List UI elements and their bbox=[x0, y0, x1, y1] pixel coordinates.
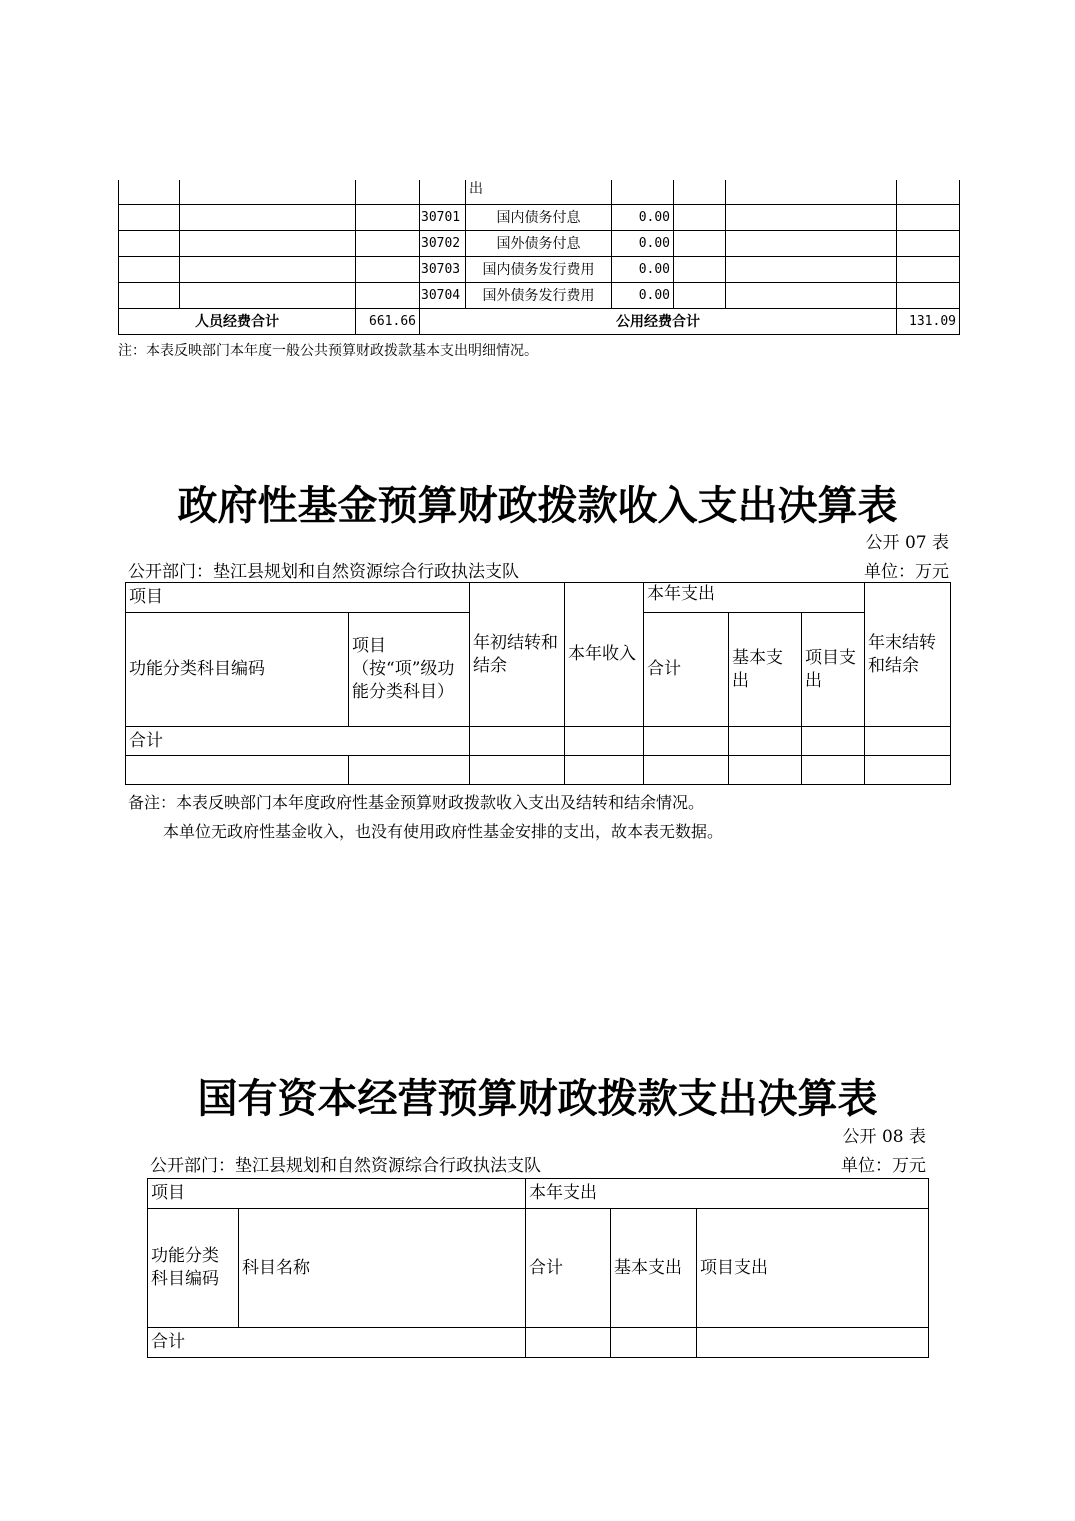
subject-name: 国外债务付息 bbox=[466, 231, 612, 257]
table-row bbox=[119, 231, 960, 257]
header-end-balance: 年末结转和结余 bbox=[865, 583, 951, 727]
subject-code: 30703 bbox=[420, 257, 466, 283]
section2-unit: 单位：万元 bbox=[864, 562, 949, 582]
section2-department: 公开部门：垫江县规划和自然资源综合行政执法支队 bbox=[128, 562, 519, 582]
table-row bbox=[119, 180, 960, 205]
header-item: 项目 bbox=[148, 1179, 526, 1209]
header-function-code: 功能分类科目编码 bbox=[148, 1209, 239, 1328]
header-income: 本年收入 bbox=[565, 583, 644, 727]
header-begin-balance: 年初结转和结余 bbox=[470, 583, 565, 727]
section2-note-line1: 备注：本表反映部门本年度政府性基金预算财政拨款收入支出及结转和结余情况。 bbox=[128, 793, 705, 812]
header-expense: 本年支出 bbox=[526, 1179, 929, 1209]
section3-unit: 单位：万元 bbox=[841, 1156, 926, 1176]
header-item-by-level: 项目（按“项”级功能分类科目） bbox=[349, 613, 470, 727]
header-basic: 基本支出 bbox=[729, 613, 802, 727]
header-row bbox=[148, 1209, 929, 1328]
total-label: 合计 bbox=[126, 727, 470, 756]
total-label: 合计 bbox=[148, 1328, 526, 1358]
section3-table-number: 公开 08 表 bbox=[842, 1127, 926, 1147]
government-fund-table bbox=[125, 582, 951, 785]
public-total-label: 公用经费合计 bbox=[420, 309, 897, 335]
continued-cell-text: 出 bbox=[466, 180, 612, 205]
section2-note-line2: 本单位无政府性基金收入，也没有使用政府性基金安排的支出，故本表无数据。 bbox=[163, 822, 724, 841]
table-row bbox=[119, 205, 960, 231]
totals-row bbox=[119, 309, 960, 335]
header-project: 项目支出 bbox=[697, 1209, 929, 1328]
personnel-total-label: 人员经费合计 bbox=[119, 309, 356, 335]
subject-value: 0.00 bbox=[612, 205, 674, 231]
header-function-code: 功能分类科目编码 bbox=[126, 613, 349, 727]
header-expense: 本年支出 bbox=[644, 583, 865, 613]
state-capital-table bbox=[147, 1178, 929, 1358]
section3-title: 国有资本经营预算财政拨款支出决算表 bbox=[197, 1076, 878, 1122]
total-row bbox=[126, 727, 951, 756]
subject-value: 0.00 bbox=[612, 231, 674, 257]
table-row bbox=[126, 756, 951, 785]
table-row bbox=[119, 257, 960, 283]
total-row bbox=[148, 1328, 929, 1358]
header-basic: 基本支出 bbox=[611, 1209, 697, 1328]
table-row bbox=[119, 283, 960, 309]
basic-expense-detail-table-continuation bbox=[118, 180, 960, 335]
table1-note: 注：本表反映部门本年度一般公共预算财政拨款基本支出明细情况。 bbox=[118, 343, 538, 359]
section3-department: 公开部门：垫江县规划和自然资源综合行政执法支队 bbox=[150, 1156, 541, 1176]
subject-code: 30704 bbox=[420, 283, 466, 309]
subject-value: 0.00 bbox=[612, 257, 674, 283]
personnel-total-value: 661.66 bbox=[356, 309, 420, 335]
header-row bbox=[126, 583, 951, 613]
subject-name: 国外债务发行费用 bbox=[466, 283, 612, 309]
header-row bbox=[148, 1179, 929, 1209]
header-item: 项目 bbox=[126, 583, 470, 613]
header-subject-name: 科目名称 bbox=[239, 1209, 526, 1328]
subject-code: 30702 bbox=[420, 231, 466, 257]
section2-title: 政府性基金预算财政拨款收入支出决算表 bbox=[177, 483, 898, 529]
subject-value: 0.00 bbox=[612, 283, 674, 309]
subject-name: 国内债务付息 bbox=[466, 205, 612, 231]
public-total-value: 131.09 bbox=[897, 309, 960, 335]
header-total: 合计 bbox=[644, 613, 729, 727]
subject-code: 30701 bbox=[420, 205, 466, 231]
section2-table-number: 公开 07 表 bbox=[865, 533, 949, 553]
header-project: 项目支出 bbox=[802, 613, 865, 727]
subject-name: 国内债务发行费用 bbox=[466, 257, 612, 283]
header-total: 合计 bbox=[526, 1209, 611, 1328]
